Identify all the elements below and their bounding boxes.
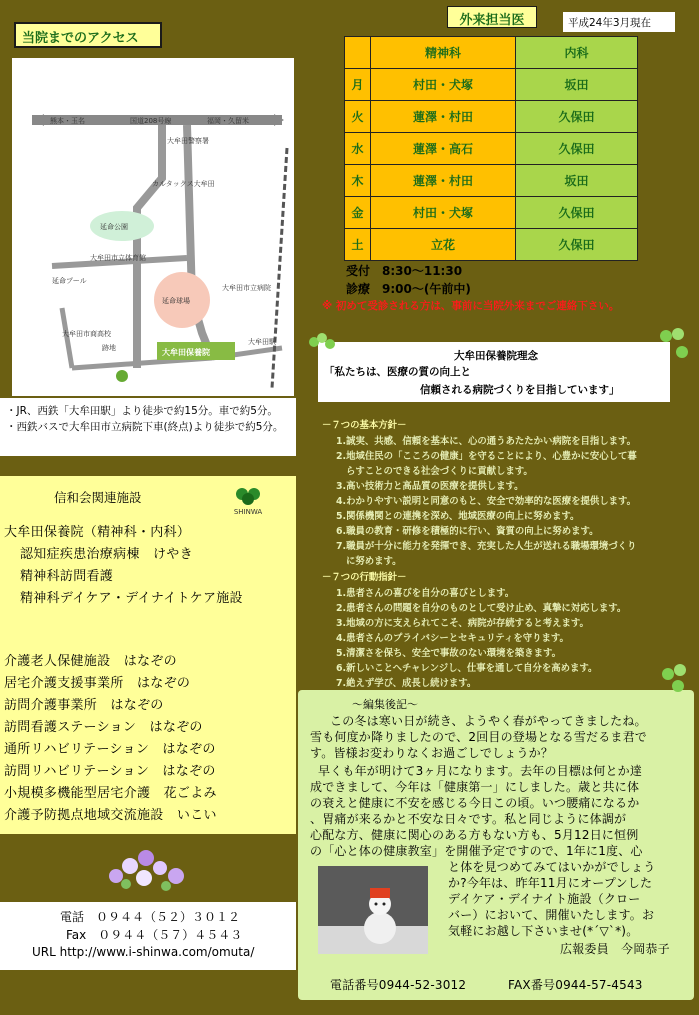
- int-cell: 久保田: [516, 197, 638, 229]
- map-label: 延命球場: [162, 297, 190, 305]
- table-header-cell: [345, 37, 371, 69]
- date-note: 平成24年3月現在: [563, 12, 675, 32]
- editor-line: 成できまして、今年は「健康第一」にしました。歳と共に体: [310, 780, 640, 794]
- table-row: [345, 101, 638, 133]
- facility-item: 介護予防拠点地域交流施設 いこい: [4, 808, 217, 823]
- map-label: 延命公園: [100, 223, 128, 231]
- clover-icon: [654, 660, 698, 704]
- map-label: 跡地: [102, 344, 116, 352]
- basic-policy-item: 6.職員の教育・研修を積極的に行い、資質の向上に努めます。: [336, 526, 599, 537]
- facility-item: 介護老人保健施設 はなぞの: [4, 654, 177, 669]
- map-label: 福岡・久留米: [207, 117, 249, 125]
- editor-line: 早くも年が明けて3ヶ月になります。去年の目標は何とか達: [318, 764, 643, 778]
- philosophy-line: 「私たちは、医療の質の向上と: [324, 366, 471, 378]
- facility-item: 居宅介護支援事業所 はなぞの: [4, 676, 191, 691]
- editor-line: 、胃痛が来るかと不安な日々です。私と同じように体調が: [310, 812, 627, 826]
- contact-url[interactable]: URL http://www.i-shinwa.com/omuta/: [32, 945, 255, 959]
- contact-box: [0, 902, 296, 970]
- contact-fax: Fax ０９４４（５７）４５４３: [66, 928, 243, 942]
- int-cell: 久保田: [516, 133, 638, 165]
- table-row: [345, 69, 638, 101]
- svg-text:SHINWA: SHINWA: [233, 508, 263, 516]
- map-label: 大牟田市商高校: [62, 330, 111, 338]
- map-label: 延命プール: [52, 277, 87, 285]
- basic-policy-item: らすことのできる社会づくりに貢献します。: [346, 466, 533, 477]
- table-row: [345, 133, 638, 165]
- table-header-cell: 内科: [516, 37, 638, 69]
- action-policy-item: 3.地域の方に支えられてこそ、病院が存続すると考えます。: [336, 618, 589, 629]
- access-note: ・JR、西鉄「大牟田駅」より徒歩で約15分。車で約5分。: [6, 405, 278, 417]
- clover-icon: [304, 330, 344, 358]
- editor-line: 雪も何度か降りましたので、2回目の登場となる雪だるま君で: [310, 730, 647, 744]
- facility-item: 小規模多機能型居宅介護 花ごよみ: [4, 786, 217, 801]
- access-map: [12, 58, 294, 396]
- psy-cell: 村田・犬塚: [371, 69, 516, 101]
- day-cell: 月: [345, 69, 371, 101]
- editor-line: の「心と体の健康教室」を開催予定ですので、1年に1度、心: [310, 844, 643, 858]
- int-cell: 久保田: [516, 101, 638, 133]
- psy-cell: 蓮澤・村田: [371, 165, 516, 197]
- facility-item: 訪問リハビリテーション はなぞの: [4, 764, 216, 779]
- editor-line: この冬は寒い日が続き、ようやく春がやってきましたね。: [330, 714, 647, 728]
- facilities-heading: 信和会関連施設: [54, 490, 142, 505]
- facility-item: 訪問介護事業所 はなぞの: [4, 698, 164, 713]
- schedule-table: [344, 36, 638, 261]
- editor-line: と体を見つめてみてはいかがでしょう: [448, 860, 656, 874]
- basic-policy-item: 1.誠実、共感、信頼を基本に、心の通うあたたかい病院を目指します。: [336, 436, 636, 447]
- table-row: [345, 197, 638, 229]
- editor-line: 心配な方、健康に関心のある方もない方も、5月12日に恒例: [310, 828, 639, 842]
- access-title: 当院までのアクセス: [14, 22, 162, 48]
- psy-cell: 蓮澤・村田: [371, 101, 516, 133]
- action-policy-item: 6.新しいことへチャレンジし、仕事を通して自分を高めます。: [336, 663, 598, 674]
- reception-hours: 受付 8:30～11:30: [346, 264, 463, 278]
- flower-decoration: [96, 840, 196, 896]
- action-policy-item: 4.患者さんのプライバシーとセキュリティを守ります。: [336, 633, 569, 644]
- access-note: ・西鉄バスで大牟田市立病院下車(終点)より徒歩で約5分。: [6, 421, 284, 433]
- editor-note-box: [298, 690, 694, 1000]
- table-row: [345, 165, 638, 197]
- snowman-photo: [318, 866, 428, 954]
- editor-line: の衰えと健康に不安を感じる今日この頃。いつ腰痛になるか: [310, 796, 640, 810]
- facilities-box: [0, 476, 296, 834]
- editor-line: 気軽にお越し下さいませ(*´▽`*)。: [448, 924, 639, 938]
- day-cell: 水: [345, 133, 371, 165]
- access-notes: [0, 398, 296, 456]
- map-label: 大牟田保養院: [162, 348, 210, 357]
- shinwa-logo: [226, 484, 270, 516]
- clover-icon: [652, 324, 696, 368]
- editor-line: す。皆様お変わりなくお過ごしでしょうか？: [310, 746, 554, 760]
- int-cell: 久保田: [516, 229, 638, 261]
- map-label: 大牟田市立体育館: [90, 254, 146, 262]
- psy-cell: 立花: [371, 229, 516, 261]
- map-label: 大牟田駅: [248, 338, 276, 346]
- philosophy-box: [318, 342, 670, 402]
- action-policy-item: 2.患者さんの問題を自分のものとして受け止め、真摯に対応します。: [336, 603, 627, 614]
- philosophy-line: 信頼される病院づくりを目指しています」: [420, 384, 620, 396]
- day-cell: 木: [345, 165, 371, 197]
- basic-policy-item: 7.職員が十分に能力を発揮でき、充実した人生が送れる職場環境づくり: [336, 541, 637, 552]
- editor-line: デイケア・デイナイト施設（クロー: [448, 892, 641, 906]
- clinic-title: 外来担当医: [447, 6, 537, 28]
- facility-item: 精神科訪問看護: [20, 569, 114, 584]
- facility-item: 精神科デイケア・デイナイトケア施設: [20, 591, 243, 606]
- philosophy-title: 大牟田保養院理念: [454, 350, 538, 362]
- psy-cell: 村田・犬塚: [371, 197, 516, 229]
- editor-heading: ～編集後記～: [352, 698, 418, 711]
- map-label: 大牟田市立病院: [222, 284, 271, 292]
- psy-cell: 蓮澤・高石: [371, 133, 516, 165]
- map-label: カルタックス大牟田: [152, 180, 215, 188]
- int-cell: 坂田: [516, 165, 638, 197]
- action-policy-heading: －７つの行動指針－: [322, 572, 407, 583]
- editor-fax: FAX番号0944-57-4543: [508, 978, 643, 992]
- int-cell: 坂田: [516, 69, 638, 101]
- facility-item: 訪問看護ステーション はなぞの: [4, 720, 203, 735]
- consultation-hours: 診療 9:00～(午前中): [346, 282, 471, 296]
- editor-tel: 電話番号0944-52-3012: [330, 978, 467, 992]
- basic-policy-heading: －７つの基本方針－: [322, 420, 407, 431]
- action-policy-item: 5.清潔さを保ち、安全で事故のない環境を築きます。: [336, 648, 561, 659]
- table-header-cell: 精神科: [371, 37, 516, 69]
- action-policy-item: 1.患者さんの喜びを自分の喜びとします。: [336, 588, 515, 599]
- contact-tel: 電話 ０９４４（５２）３０１２: [60, 910, 241, 924]
- action-policy-item: 7.絶えず学び、成長し続けます。: [336, 678, 477, 689]
- basic-policy-item: 4.わかりやすい説明と同意のもと、安全で効率的な医療を提供します。: [336, 496, 636, 507]
- map-label: 大牟田警察署: [167, 137, 209, 145]
- warning-note: ※ 初めて受診される方は、事前に当院外来までご連絡下さい。: [322, 300, 620, 312]
- facility-item: 大牟田保養院（精神科・内科）: [4, 525, 191, 540]
- map-label: 国道208号線: [130, 117, 172, 125]
- day-cell: 火: [345, 101, 371, 133]
- facility-item: 認知症疾患治療病棟 けやき: [20, 547, 193, 562]
- day-cell: 金: [345, 197, 371, 229]
- basic-policy-item: に努めます。: [346, 556, 402, 567]
- day-cell: 土: [345, 229, 371, 261]
- basic-policy-item: 3.高い技術力と高品質の医療を提供します。: [336, 481, 524, 492]
- basic-policy-item: 5.関係機関との連携を深め、地域医療の向上に努めます。: [336, 511, 580, 522]
- map-label: 熊本・玉名: [50, 117, 85, 125]
- editor-line: バー）において、開催いたします。お: [448, 908, 655, 922]
- table-row: [345, 229, 638, 261]
- basic-policy-item: 2.地域住民の「こころの健康」を守ることにより、心豊かに安心して暮: [336, 451, 637, 462]
- editor-signature: 広報委員 今岡恭子: [560, 942, 670, 956]
- facility-item: 通所リハビリテーション はなぞの: [4, 742, 216, 757]
- editor-line: か?今年は、昨年11月にオープンした: [448, 876, 653, 890]
- table-row: [345, 37, 638, 69]
